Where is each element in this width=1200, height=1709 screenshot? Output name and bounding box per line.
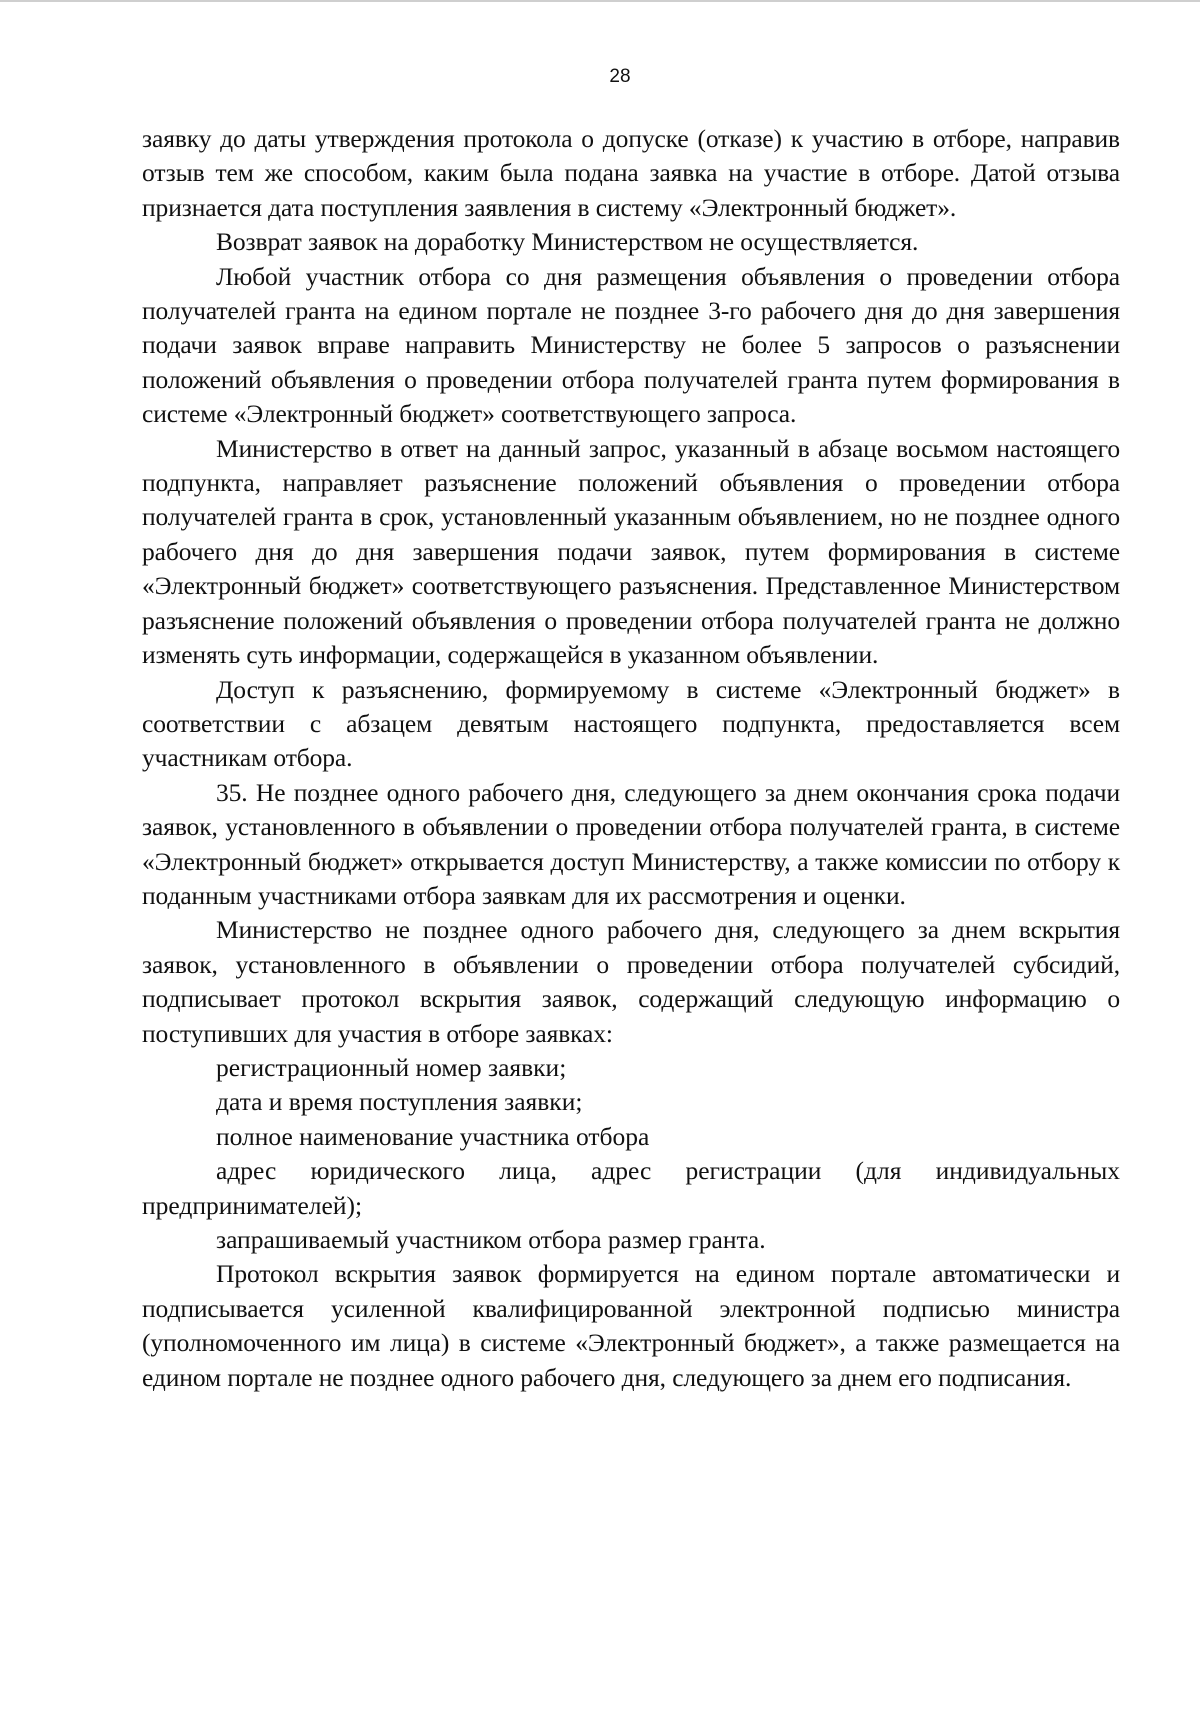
paragraph-item-35: 35. Не позднее одного рабочего дня, следующего за днем окончания срока подачи заявок, установленного в объявлении о проведении отбора получателей гранта, в системе «Электронный бюджет» открывается доступ Министерству, а также комиссии по отбору к поданным участниками отбора заявкам для их рассмотрения и оценки.: [142, 777, 1120, 910]
list-item: дата и время поступления заявки;: [216, 1087, 583, 1117]
paragraph: Доступ к разъяснению, формируемому в системе «Электронный бюджет» в соответствии с абзацем девятым настоящего подпункта, предоставляется всем участникам отбора.: [142, 674, 1120, 773]
paragraph: Возврат заявок на доработку Министерством не осуществляется.: [216, 227, 919, 257]
scan-edge: [0, 0, 1200, 2]
paragraph-continuation: заявку до даты утверждения протокола о допуске (отказе) к участию в отборе, направив отзыв тем же способом, каким была подана заявка на участие в отборе. Датой отзыва признается дата поступления заявления в систему «Электронный бюджет».: [142, 124, 1120, 222]
paragraph: Любой участник отбора со дня размещения объявления о проведении отбора получателей гранта на едином портале не позднее 3-го рабочего дня до дня завершения подачи заявок вправе направить Министерству не более 5 запросов о разъяснении положений объявления о проведении отбора получателей гранта путем формирования в системе «Электронный бюджет» соответствующего запроса.: [142, 261, 1120, 429]
paragraph: Министерство не позднее одного рабочего дня, следующего за днем вскрытия заявок, установленного в объявлении о проведении отбора получателей субсидий, подписывает протокол вскрытия заявок, содержащий следующую информацию о поступивших для участия в отборе заявках:: [142, 915, 1120, 1048]
final-paragraph: Протокол вскрытия заявок формируется на едином портале автоматически и подписывается усиленной квалифицированной электронной подписью министра (уполномоченного им лица) в системе «Электронный бюджет», а также размещается на едином портале не позднее одного рабочего дня, следующего за днем его подписания.: [142, 1259, 1120, 1392]
page-number: 28: [609, 66, 631, 87]
list-item: адрес юридического лица, адрес регистрации (для индивидуальных предпринимателей);: [142, 1156, 1120, 1220]
list-item: регистрационный номер заявки;: [216, 1052, 567, 1082]
list-item: полное наименование участника отбора: [216, 1121, 650, 1151]
paragraph: Министерство в ответ на данный запрос, указанный в абзаце восьмом настоящего подпункта, направляет разъяснение положений объявления о проведении отбора получателей гранта в срок, установленный указанным объявлением, но не позднее одного рабочего дня до дня завершения подачи заявок, путем формирования в системе «Электронный бюджет» соответствующего разъяснения. Представленное Министерством разъяснение положений объявления о проведении отбора получателей гранта не должно изменять суть информации, содержащейся в указанном объявлении.: [142, 433, 1120, 670]
list-item: запрашиваемый участником отбора размер гранта.: [216, 1225, 766, 1254]
document-body: [142, 122, 1120, 1395]
